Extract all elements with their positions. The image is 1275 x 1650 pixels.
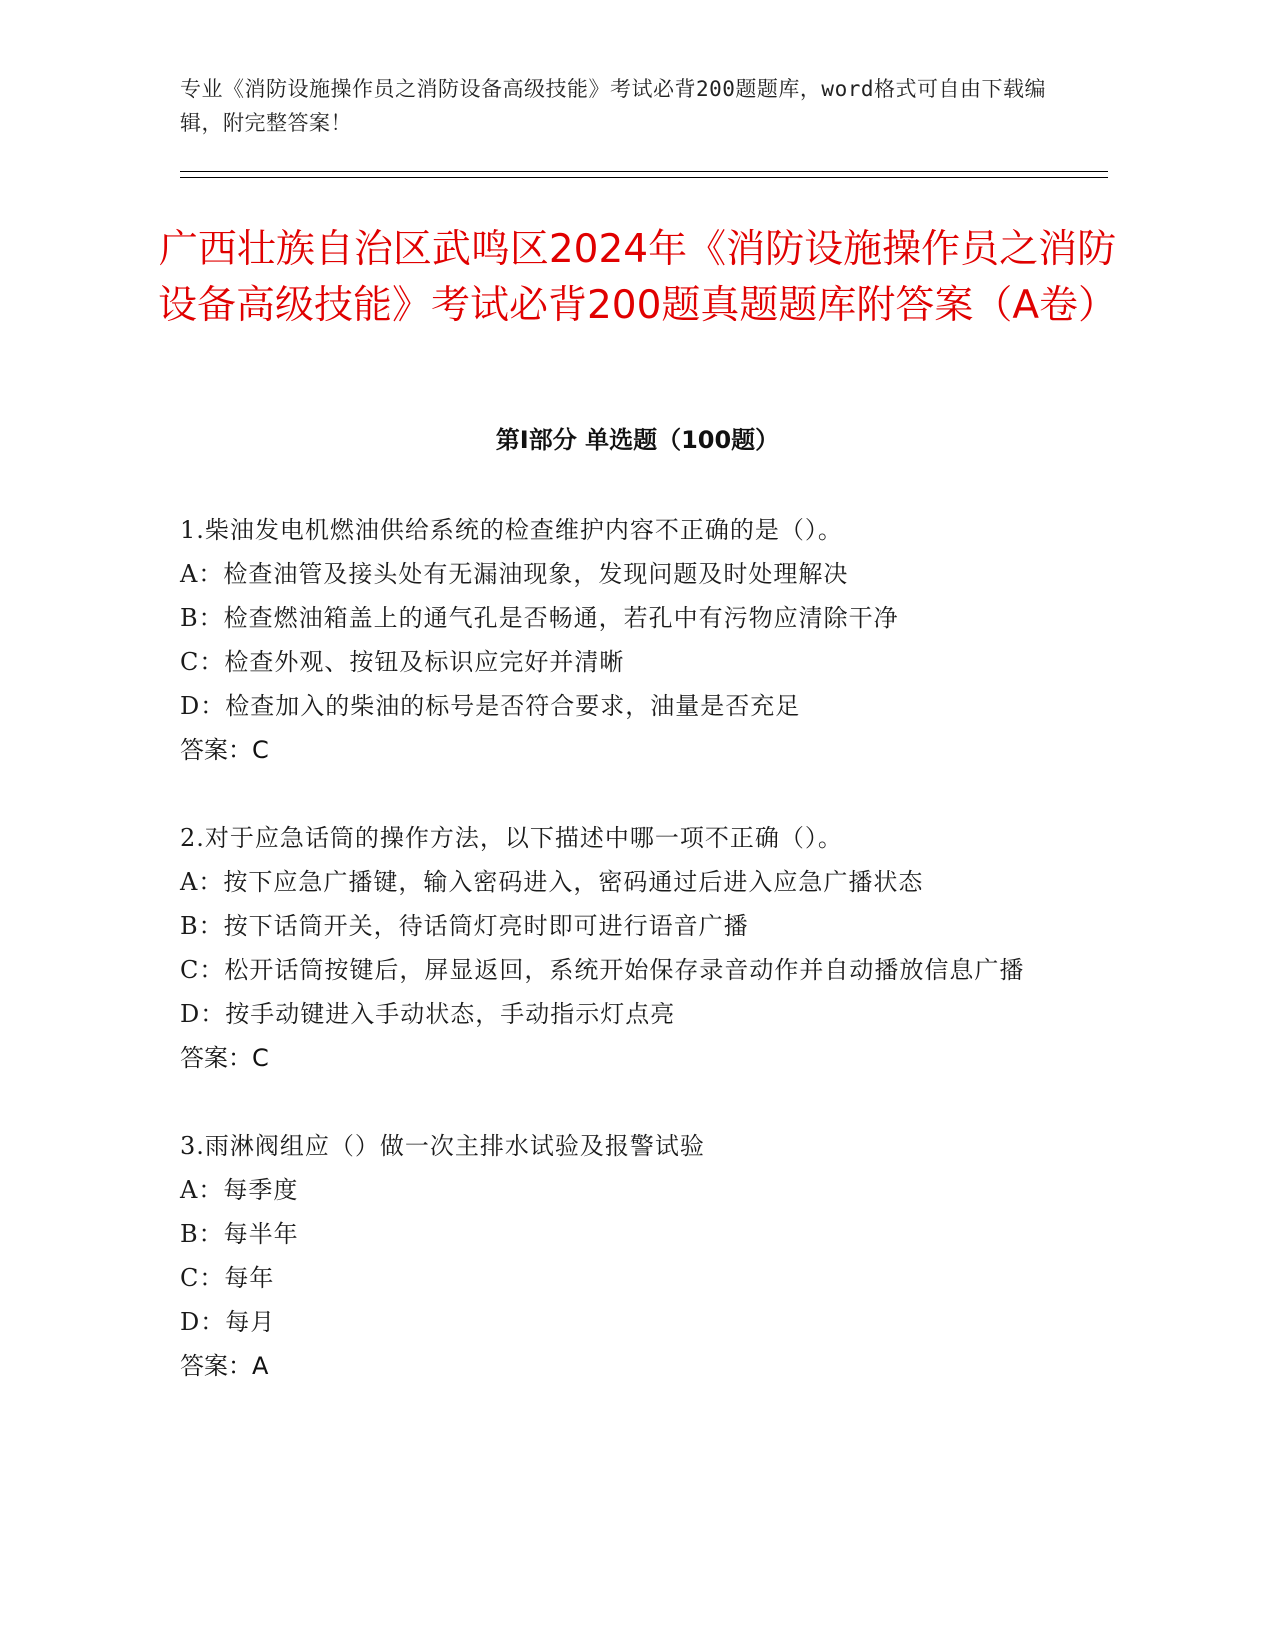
question-stem: 3.雨淋阀组应（）做一次主排水试验及报警试验 (180, 1132, 705, 1160)
option-a: A：每季度 (180, 1176, 299, 1204)
answer-line: 答案：A (180, 1352, 269, 1380)
question-stem: 2.对于应急话筒的操作方法，以下描述中哪一项不正确（）。 (180, 824, 843, 852)
answer-line: 答案：C (180, 736, 269, 764)
option-c: C：松开话筒按键后，屏显返回，系统开始保存录音动作并自动播放信息广播 (180, 956, 1025, 984)
option-c: C：检查外观、按钮及标识应完好并清晰 (180, 648, 625, 676)
option-d: D：检查加入的柴油的标号是否符合要求，油量是否充足 (180, 692, 801, 720)
option-a: A：按下应急广播键，输入密码进入，密码通过后进入应急广播状态 (180, 868, 924, 896)
option-c: C：每年 (180, 1264, 275, 1292)
option-b: B：按下话筒开关，待话筒灯亮时即可进行语音广播 (180, 912, 749, 940)
option-d: D：每月 (180, 1308, 276, 1336)
document-title: 广西壮族自治区武鸣区2024年《消防设施操作员之消防设备高级技能》考试必背200题真题题库附答案（A卷） (157, 227, 1118, 328)
question-list (180, 508, 1060, 1432)
header-rule-bottom (180, 177, 1108, 178)
question-2 (180, 816, 1060, 1080)
header-rule-top (180, 171, 1108, 172)
option-d: D：按手动键进入手动状态，手动指示灯点亮 (180, 1000, 676, 1028)
answer-line: 答案：C (180, 1044, 269, 1072)
option-a: A：检查油管及接头处有无漏油现象，发现问题及时处理解决 (180, 560, 849, 588)
question-stem: 1.柴油发电机燃油供给系统的检查维护内容不正确的是（）。 (180, 516, 843, 544)
option-b: B：每半年 (180, 1220, 299, 1248)
question-1 (180, 508, 1060, 772)
option-b: B：检查燃油箱盖上的通气孔是否畅通，若孔中有污物应清除干净 (180, 604, 899, 632)
header-note: 专业《消防设施操作员之消防设备高级技能》考试必背200题题库，word格式可自由下载编辑，附完整答案！ (180, 77, 1046, 135)
question-3 (180, 1124, 1060, 1388)
section-heading: 第Ⅰ部分 单选题（100题） (495, 426, 780, 454)
